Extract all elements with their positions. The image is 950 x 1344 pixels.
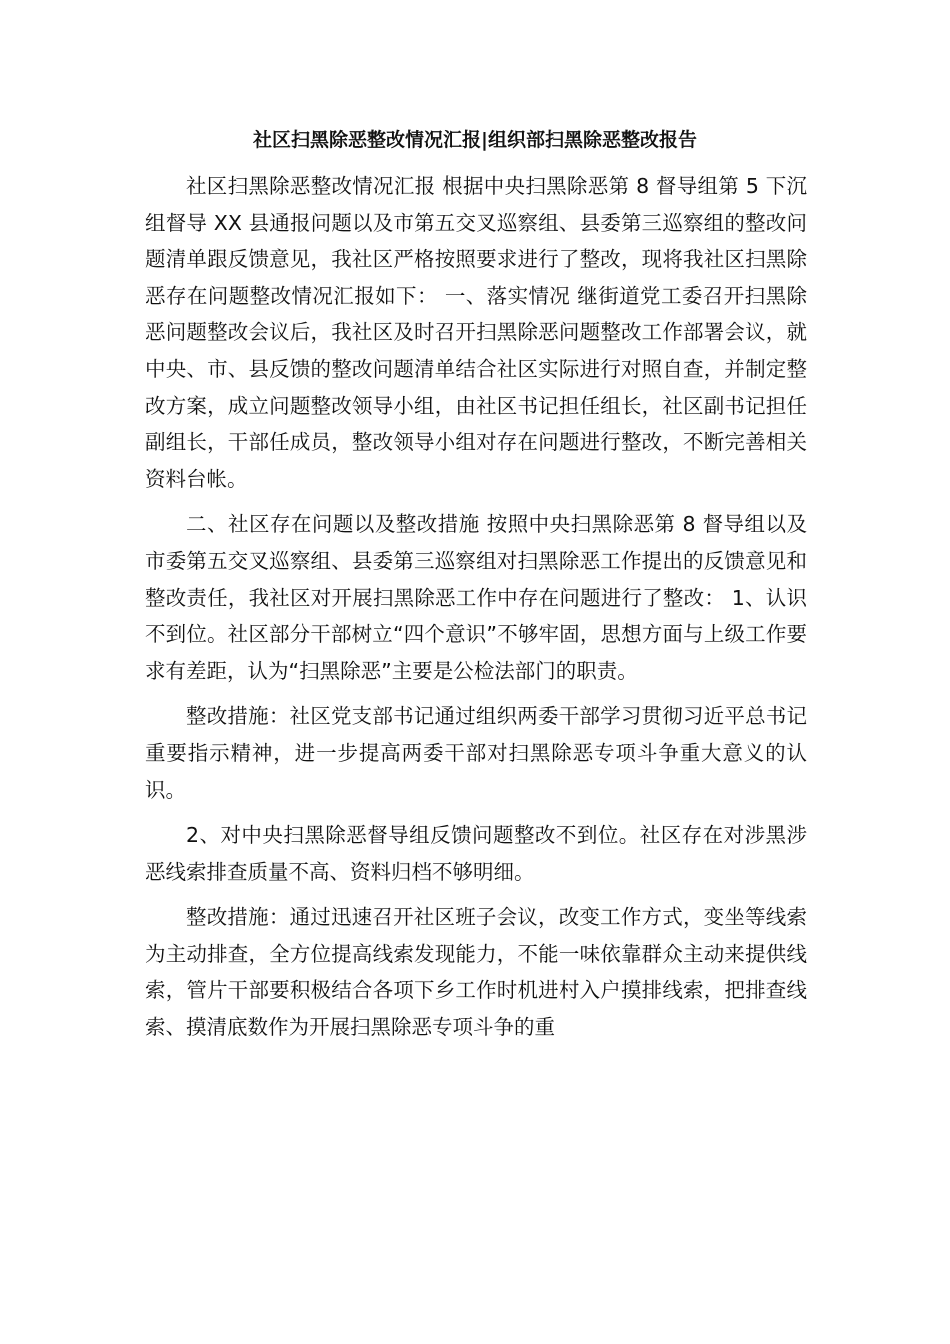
paragraph-5: 整改措施：通过迅速召开社区班子会议，改变工作方式，变坐等线索为主动排查，全方位提高线索发现能力，不能一味依靠群众主动来提供线索，管片干部要积极结合各项下乡工作时机进村入户摸排线索，把排查线索、摸清底数作为开展扫黑除恶专项斗争的重: [145, 905, 807, 1040]
document-title: 社区扫黑除恶整改情况汇报|组织部扫黑除恶整改报告: [253, 129, 697, 151]
paragraph-3: 整改措施：社区党支部书记通过组织两委干部学习贯彻习近平总书记重要指示精神，进一步提高两委干部对扫黑除恶专项斗争重大意义的认识。: [145, 704, 807, 802]
document-body: [145, 168, 807, 1055]
paragraph-4: 2、对中央扫黑除恶督导组反馈问题整改不到位。社区存在对涉黑涉恶线索排查质量不高、资料归档不够明细。: [145, 823, 807, 884]
paragraph-1: 社区扫黑除恶整改情况汇报 根据中央扫黑除恶第 8 督导组第 5 下沉组督导 XX 县通报问题以及市第五交叉巡察组、县委第三巡察组的整改问题清单跟反馈意见，我社区严格按照要求进行了整改，现将我社区扫黑除恶存在问题整改情况汇报如下： 一、落实情况 继街道党工委召开扫黑除恶问题整改会议后，我社区及时召开扫黑除恶问题整改工作部署会议，就中央、市、县反馈的整改问题清单结合社区实际进行对照自查，并制定整改方案，成立问题整改领导小组，由社区书记担任组长，社区副书记担任副组长，干部任成员，整改领导小组对存在问题进行整改，不断完善相关资料台帐。: [145, 174, 807, 491]
paragraph-2: 二、社区存在问题以及整改措施 按照中央扫黑除恶第 8 督导组以及市委第五交叉巡察组、县委第三巡察组对扫黑除恶工作提出的反馈意见和整改责任，我社区对开展扫黑除恶工作中存在问题进行了整改： 1、认识不到位。社区部分干部树立“四个意识”不够牢固，思想方面与上级工作要求有差距，认为“扫黑除恶”主要是公检法部门的职责。: [145, 512, 807, 683]
